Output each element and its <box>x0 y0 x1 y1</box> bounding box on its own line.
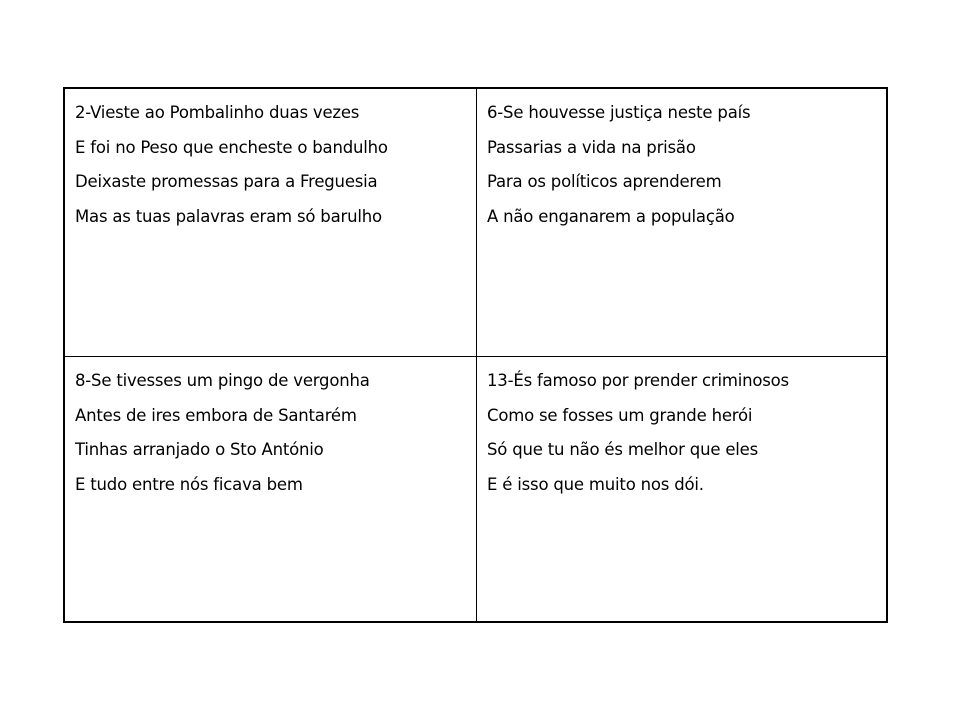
verse-line: Só que tu não és melhor que eles <box>487 440 759 459</box>
verse-line: Deixaste promessas para a Freguesia <box>75 172 378 191</box>
verse-line: Passarias a vida na prisão <box>487 137 696 157</box>
verse-line: 13-És famoso por prender criminosos <box>487 371 789 390</box>
verse-table <box>63 87 888 623</box>
verse-cell-8 <box>65 357 477 621</box>
verse-line: 8-Se tivesses um pingo de vergonha <box>75 371 370 390</box>
verse-line: 2-Vieste ao Pombalinho duas vezes <box>75 103 360 122</box>
verse-line: E foi no Peso que encheste o bandulho <box>75 137 388 157</box>
verse-line: Tinhas arranjado o Sto António <box>75 440 324 459</box>
verse-line: A não enganarem a população <box>487 206 735 226</box>
verse-line: E tudo entre nós ficava bem <box>75 474 303 494</box>
verse-line: E é isso que muito nos dói. <box>487 474 704 494</box>
verse-cell-2 <box>65 89 477 357</box>
verse-line: Como se fosses um grande herói <box>487 405 753 425</box>
verse-line: Para os políticos aprenderem <box>487 172 722 191</box>
verse-line: Antes de ires embora de Santarém <box>75 405 357 425</box>
verse-cell-6 <box>477 89 886 357</box>
verse-cell-13 <box>477 357 886 621</box>
verse-line: 6-Se houvesse justiça neste país <box>487 103 751 122</box>
verse-line: Mas as tuas palavras eram só barulho <box>75 206 382 226</box>
